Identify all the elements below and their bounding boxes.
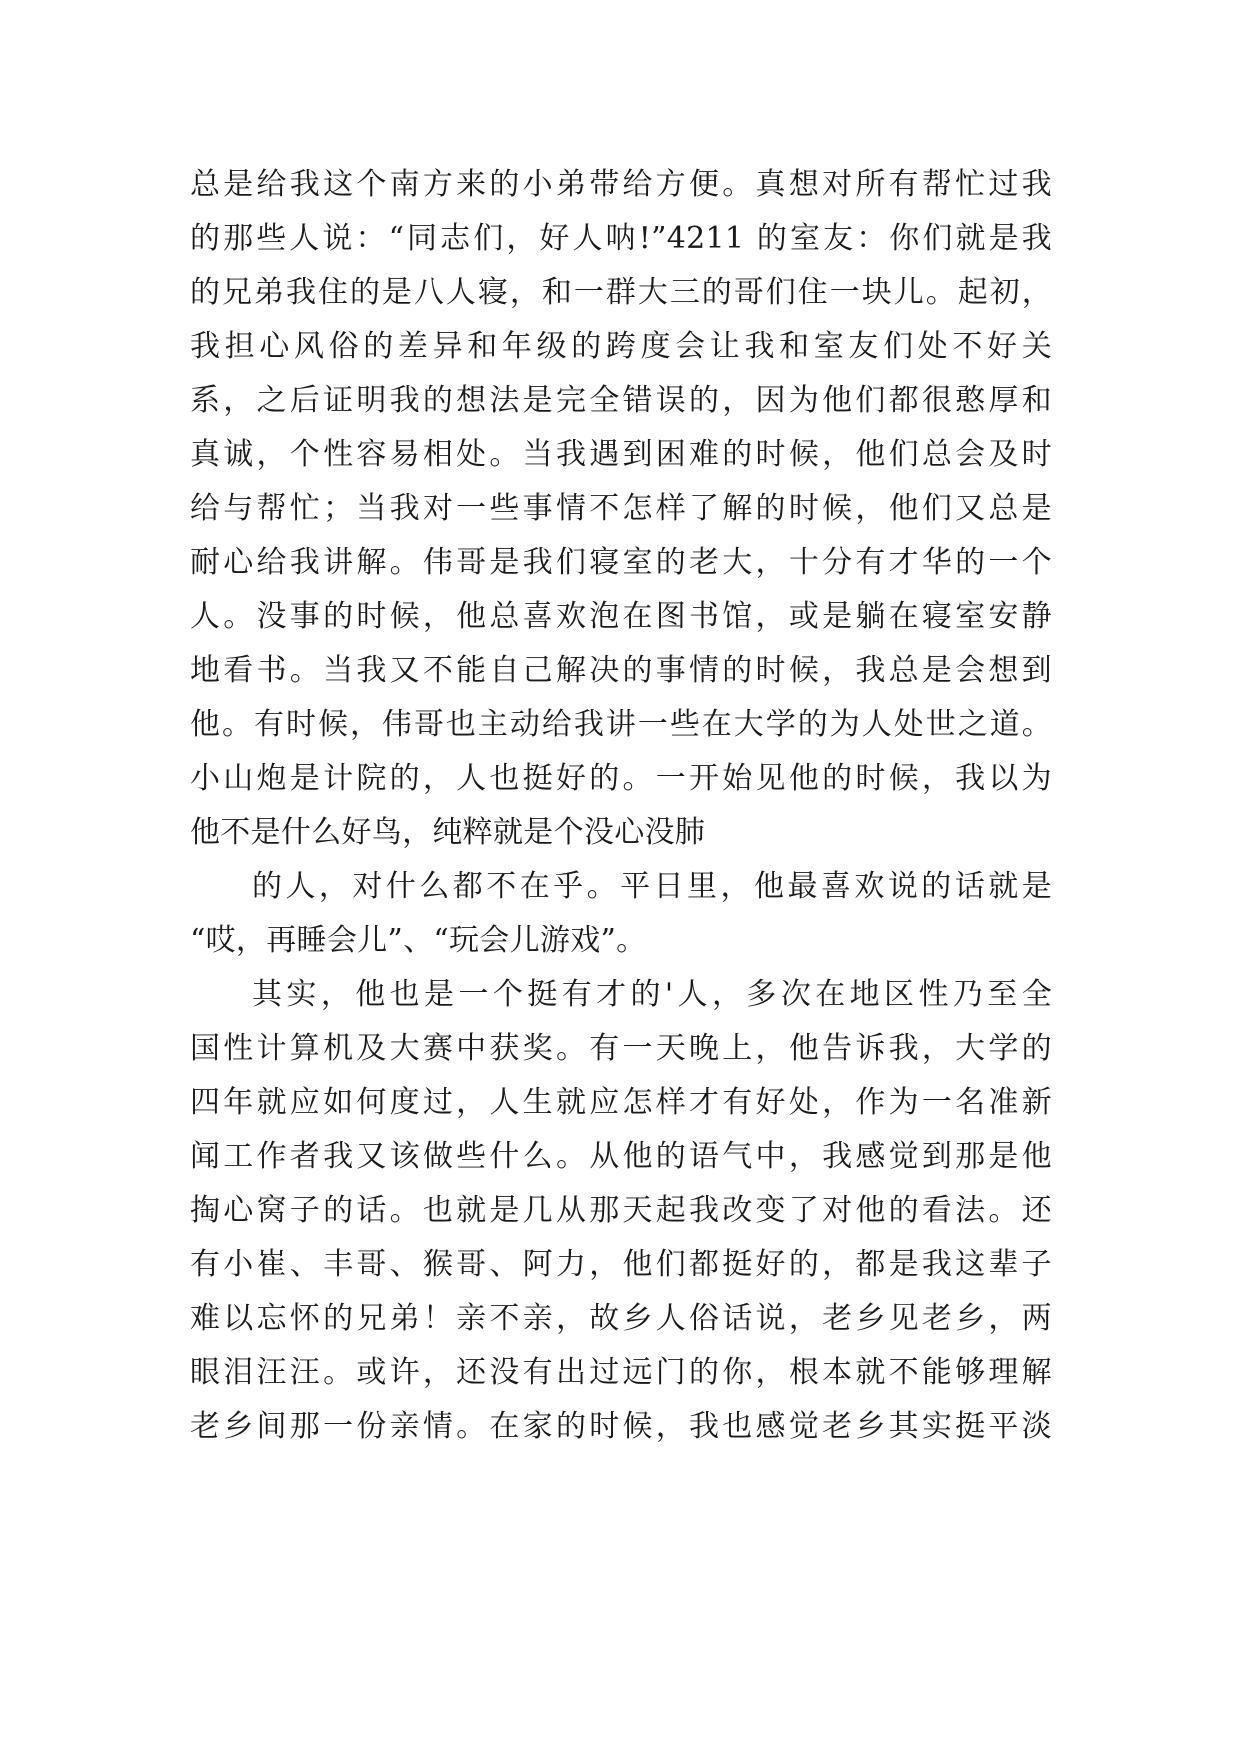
text-line: 系，之后证明我的想法是完全错误的，因为他们都很憨厚和 (190, 383, 1052, 418)
text-line: 给与帮忙；当我对一些事情不怎样了解的时候，他们又总是 (190, 491, 1052, 526)
text-line: 真诚，个性容易相处。当我遇到困难的时候，他们总会及时 (190, 437, 1052, 472)
text-line: 有小崔、丰哥、猴哥、阿力，他们都挺好的，都是我这辈子 (190, 1247, 1052, 1282)
text-line: 的兄弟我住的是八人寝，和一群大三的哥们住一块儿。起初， (190, 275, 1052, 310)
text-line: 小山炮是计院的，人也挺好的。一开始见他的时候，我以为 (190, 761, 1052, 796)
text-line: 人。没事的时候，他总喜欢泡在图书馆，或是躺在寝室安静 (190, 599, 1052, 634)
text-line: 老乡间那一份亲情。在家的时候，我也感觉老乡其实挺平淡 (190, 1409, 1052, 1444)
text-line: 掏心窝子的话。也就是几从那天起我改变了对他的看法。还 (190, 1193, 1052, 1228)
text-line: 他不是什么好鸟，纯粹就是个没心没肺 (190, 815, 706, 850)
body-text (190, 158, 1052, 1454)
text-line: 国性计算机及大赛中获奖。有一天晚上，他告诉我，大学的 (190, 1031, 1052, 1066)
text-line: 总是给我这个南方来的小弟带给方便。真想对所有帮忙过我 (190, 167, 1052, 202)
text-line: 地看书。当我又不能自己解决的事情的时候，我总是会想到 (190, 653, 1052, 688)
text-line: 耐心给我讲解。伟哥是我们寝室的老大，十分有才华的一个 (190, 545, 1052, 580)
text-line: 眼泪汪汪。或许，还没有出过远门的你，根本就不能够理解 (190, 1355, 1052, 1390)
text-line: 闻工作者我又该做些什么。从他的语气中，我感觉到那是他 (190, 1139, 1052, 1174)
text-line: 的人，对什么都不在乎。平日里，他最喜欢说的话就是 (252, 869, 1052, 904)
text-line: 的那些人说：“同志们，好人呐!”4211 的室友：你们就是我 (190, 221, 1052, 256)
text-line: 四年就应如何度过，人生就应怎样才有好处，作为一名准新 (190, 1085, 1052, 1120)
text-line: 他。有时候，伟哥也主动给我讲一些在大学的为人处世之道。 (190, 707, 1052, 742)
text-line: “哎，再睡会儿”、“玩会儿游戏”。 (190, 923, 647, 958)
text-line: 难以忘怀的兄弟！亲不亲，故乡人俗话说，老乡见老乡，两 (190, 1301, 1052, 1336)
text-line: 其实，他也是一个挺有才的'人，多次在地区性乃至全 (252, 977, 1052, 1012)
text-line: 我担心风俗的差异和年级的跨度会让我和室友们处不好关 (190, 329, 1052, 364)
